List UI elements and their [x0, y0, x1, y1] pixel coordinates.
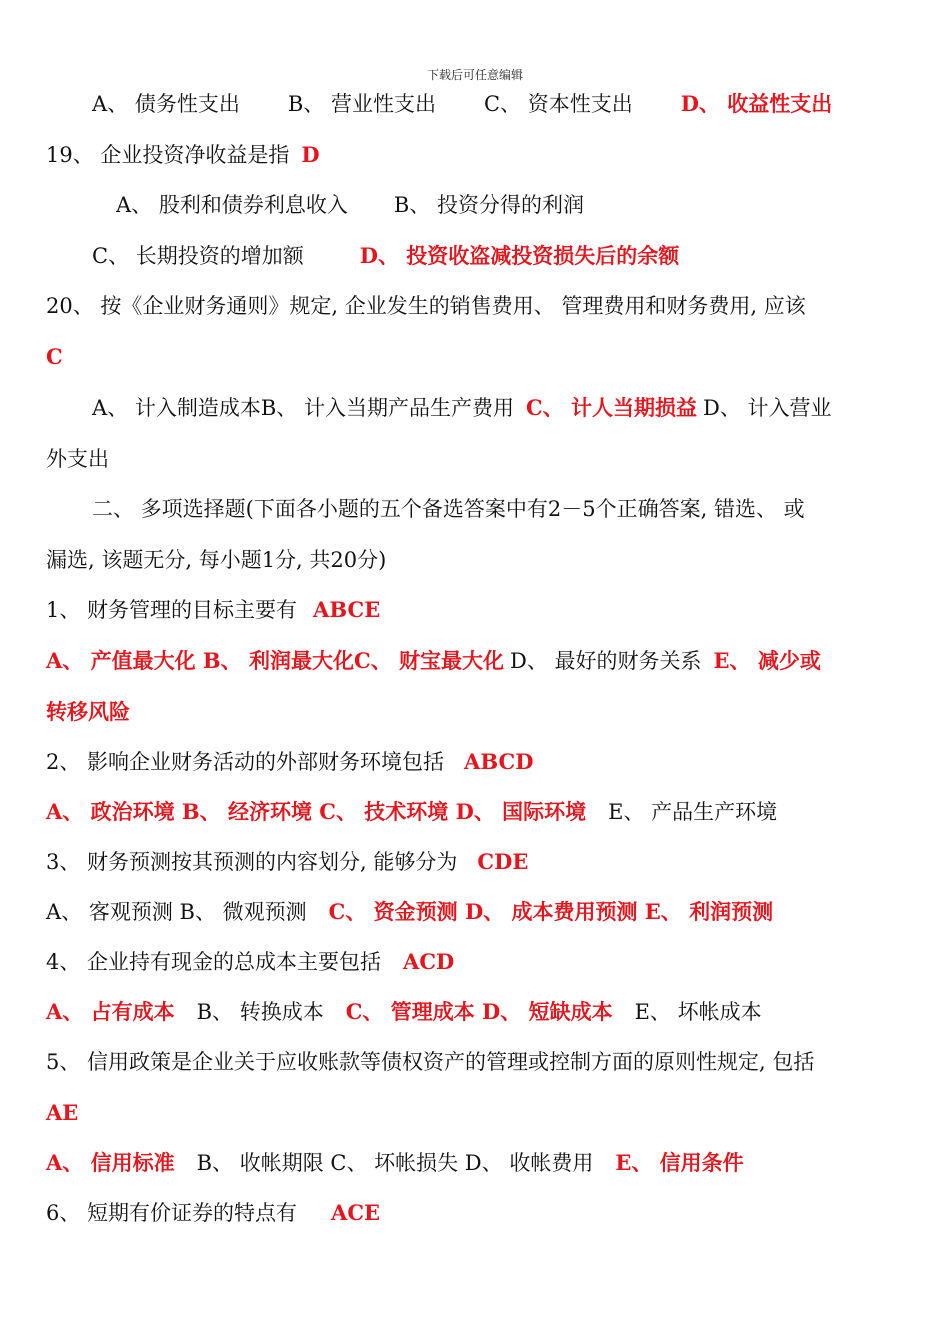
answer-text: C、 管理成本 D、 短缺成本 — [345, 999, 613, 1024]
question-text: E、 产品生产环境 — [608, 800, 778, 824]
question-text: B、 转换成本 — [196, 1000, 324, 1024]
question-text: A、 股利和债券利息收入 — [116, 193, 348, 217]
text-line — [46, 594, 904, 626]
text-line — [46, 443, 904, 475]
answer-text: D、 投资收盗减投资损失后的余额 — [359, 243, 680, 268]
answer-text: C、 资金预测 D、 成本费用预测 E、 利润预测 — [328, 899, 774, 924]
answer-text: C、 计人当期损益 — [525, 395, 697, 420]
text-line — [46, 796, 904, 828]
answer-text: A、 占有成本 — [46, 999, 175, 1024]
text-line — [46, 1097, 904, 1129]
question-text: 1、 财务管理的目标主要有 — [46, 598, 298, 622]
answer-text: A、 产值最大化 B、 利润最大化C、 财宝最大化 — [46, 648, 504, 673]
question-text: C、 长期投资的增加额 — [92, 244, 304, 268]
text-line — [46, 1147, 904, 1179]
answer-text: 转移风险 — [46, 699, 130, 724]
question-text: D、 计入营业 — [702, 396, 832, 420]
answer-text: E、 减少或 — [713, 648, 821, 673]
text-line — [46, 946, 904, 978]
question-text: 19、 企业投资净收益是指 — [46, 143, 290, 167]
question-text: B、 投资分得的利润 — [393, 193, 584, 217]
page-header: 下载后可任意编辑 — [426, 68, 523, 82]
question-text: E、 坏帐成本 — [634, 1000, 762, 1024]
question-text: 二、 多项选择题(下面各小题的五个备选答案中有2－5个正确答案, 错选、 或 — [92, 497, 805, 521]
answer-text: ACD — [403, 949, 455, 974]
text-line — [46, 240, 904, 272]
answer-text: ABCD — [464, 749, 534, 774]
question-text: 20、 按《企业财务通则》规定, 企业发生的销售费用、 管理费用和财务费用, 应该 — [46, 294, 806, 318]
answer-text: D — [301, 142, 320, 167]
question-text: 4、 企业持有现金的总成本主要包括 — [46, 950, 382, 974]
text-line — [46, 392, 904, 424]
answer-text: AE — [46, 1100, 79, 1125]
text-line — [46, 896, 904, 928]
text-line — [46, 341, 904, 373]
text-line — [46, 88, 904, 120]
answer-text: ACE — [331, 1200, 381, 1225]
question-text: B、 营业性支出 — [287, 92, 436, 116]
text-line — [46, 139, 904, 171]
text-line — [46, 1197, 904, 1229]
text-line — [46, 1046, 904, 1078]
text-line — [46, 493, 904, 525]
answer-text: C — [46, 344, 63, 369]
question-text: A、 债务性支出 — [92, 92, 240, 116]
text-line — [46, 696, 904, 728]
question-text: 2、 影响企业财务活动的外部财务环境包括 — [46, 750, 445, 774]
text-line — [46, 996, 904, 1028]
text-line — [46, 290, 904, 322]
question-text: C、 资本性支出 — [483, 92, 633, 116]
answer-text: CDE — [477, 849, 529, 874]
question-text: B、 收帐期限 C、 坏帐损失 D、 收帐费用 — [196, 1151, 594, 1175]
question-text: 漏选, 该题无分, 每小题1分, 共20分) — [46, 548, 387, 572]
question-text: A、 计入制造成本B、 计入当期产品生产费用 — [92, 396, 514, 420]
question-text: A、 客观预测 B、 微观预测 — [46, 900, 307, 924]
question-text: D、 最好的财务关系 — [510, 649, 702, 673]
answer-text: E、 信用条件 — [615, 1150, 744, 1175]
answer-text: A、 政治环境 B、 经济环境 C、 技术环境 D、 国际环境 — [46, 799, 587, 824]
question-text: 3、 财务预测按其预测的内容划分, 能够分为 — [46, 850, 458, 874]
answer-text: A、 信用标准 — [46, 1150, 175, 1175]
text-line — [46, 645, 904, 677]
question-text: 外支出 — [46, 447, 109, 471]
answer-text: D、 收益性支出 — [680, 91, 833, 116]
text-line — [46, 189, 904, 221]
question-text: 5、 信用政策是企业关于应收账款等债权资产的管理或控制方面的原则性规定, 包括 — [46, 1050, 815, 1074]
answer-text: ABCE — [313, 597, 381, 622]
text-line — [46, 544, 904, 576]
question-text: 6、 短期有价证券的特点有 — [46, 1201, 298, 1225]
text-line — [46, 846, 904, 878]
text-line — [46, 746, 904, 778]
